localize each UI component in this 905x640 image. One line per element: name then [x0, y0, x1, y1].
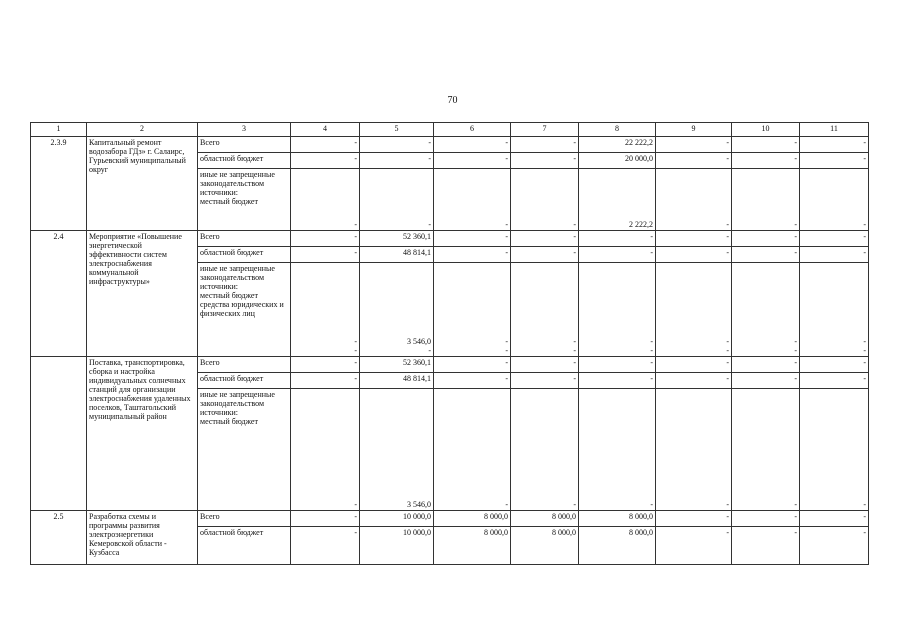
- amount-cell: -: [354, 512, 357, 521]
- amount-cell: 8 000,0: [484, 512, 508, 521]
- item-name: Капитальный ремонт водозабора ГДз» г. Салаирс, Гурьевский муниципальный округ: [87, 137, 198, 231]
- amount-cell: -: [863, 358, 866, 367]
- item-name: Поставка, транспортировка, сборка и настройка индивидуальных солнечных станций для организации электроснабжения удаленных поселков, Таштагольский муниципальный район: [87, 357, 198, 511]
- amount-cell: -: [354, 154, 357, 163]
- item-code: 2.5: [31, 511, 87, 565]
- amount-cell: -: [794, 374, 797, 383]
- funding-source: иные не запрещенные законодательством источники: местный бюджет средства юридических и физических лиц: [200, 264, 284, 318]
- amount-cell: -: [573, 154, 576, 163]
- amount-cell: -: [726, 374, 729, 383]
- amount-cell: -: [505, 138, 508, 147]
- amount-cell: -: [863, 512, 866, 521]
- amount-cell: 8 000,0: [552, 528, 576, 537]
- amount-cell: -: [794, 512, 797, 521]
- table-row: [31, 231, 869, 247]
- amount-cell: -: [794, 500, 797, 509]
- amount-cell: - -: [573, 337, 576, 355]
- amount-cell: -: [863, 232, 866, 241]
- amount-cell: -: [863, 528, 866, 537]
- funding-source: Всего: [200, 358, 220, 367]
- table-row: [31, 357, 869, 373]
- col-header-5: 5: [360, 123, 434, 137]
- amount-cell: 8 000,0: [629, 512, 653, 521]
- amount-cell: 22 222,2: [625, 138, 653, 147]
- item-code: 2.3.9: [31, 137, 87, 231]
- amount-cell: -: [505, 374, 508, 383]
- amount-cell: -: [650, 500, 653, 509]
- amount-cell: -: [505, 500, 508, 509]
- amount-cell: -: [573, 500, 576, 509]
- funding-source: Всего: [200, 138, 220, 147]
- amount-cell: -: [863, 138, 866, 147]
- amount-cell: -: [428, 220, 431, 229]
- amount-cell: 8 000,0: [484, 528, 508, 537]
- amount-cell: -: [794, 528, 797, 537]
- amount-cell: -: [794, 232, 797, 241]
- amount-cell: -: [863, 248, 866, 257]
- amount-cell: -: [650, 232, 653, 241]
- col-header-3: 3: [198, 123, 291, 137]
- amount-cell: -: [726, 528, 729, 537]
- item-code: [31, 357, 87, 511]
- amount-cell: -: [573, 248, 576, 257]
- amount-cell: -: [863, 500, 866, 509]
- amount-cell: - -: [354, 337, 357, 355]
- item-name: Мероприятие «Повышение энергетической эффективности систем электроснабжения коммунальной инфраструктуры»: [87, 231, 198, 357]
- col-header-6: 6: [434, 123, 511, 137]
- amount-cell: -: [505, 358, 508, 367]
- table-row: [31, 137, 869, 153]
- col-header-2: 2: [87, 123, 198, 137]
- amount-cell: -: [354, 528, 357, 537]
- amount-cell: -: [726, 138, 729, 147]
- amount-cell: -: [573, 358, 576, 367]
- amount-cell: 2 222,2: [629, 220, 653, 229]
- col-header-10: 10: [732, 123, 800, 137]
- funding-source: областной бюджет: [200, 374, 264, 383]
- funding-source: областной бюджет: [200, 248, 264, 257]
- page-number: 70: [447, 95, 458, 106]
- budget-table: [30, 122, 869, 565]
- col-header-1: 1: [31, 123, 87, 137]
- table-row: [31, 511, 869, 527]
- col-header-9: 9: [656, 123, 732, 137]
- amount-cell: 48 814,1: [403, 248, 431, 257]
- amount-cell: -: [505, 232, 508, 241]
- amount-cell: -: [726, 248, 729, 257]
- amount-cell: -: [354, 358, 357, 367]
- amount-cell: -: [428, 154, 431, 163]
- item-name: Разработка схемы и программы развития электроэнергетики Кемеровской области - Кузбасса: [87, 511, 198, 565]
- amount-cell: -: [726, 358, 729, 367]
- amount-cell: 52 360,1: [403, 358, 431, 367]
- amount-cell: -: [573, 138, 576, 147]
- amount-cell: -: [794, 220, 797, 229]
- header-row: [31, 123, 869, 137]
- amount-cell: -: [573, 232, 576, 241]
- funding-source: иные не запрещенные законодательством источники: местный бюджет: [200, 390, 275, 426]
- amount-cell: 8 000,0: [629, 528, 653, 537]
- amount-cell: -: [726, 512, 729, 521]
- amount-cell: -: [794, 138, 797, 147]
- amount-cell: - -: [794, 337, 797, 355]
- amount-cell: -: [863, 154, 866, 163]
- amount-cell: -: [794, 358, 797, 367]
- amount-cell: -: [354, 500, 357, 509]
- amount-cell: 3 546,0: [407, 500, 431, 509]
- amount-cell: -: [650, 374, 653, 383]
- amount-cell: -: [863, 374, 866, 383]
- amount-cell: -: [505, 220, 508, 229]
- amount-cell: 10 000,0: [403, 512, 431, 521]
- amount-cell: -: [505, 248, 508, 257]
- col-header-7: 7: [511, 123, 579, 137]
- amount-cell: - -: [650, 337, 653, 355]
- amount-cell: -: [794, 154, 797, 163]
- funding-source: областной бюджет: [200, 154, 264, 163]
- amount-cell: -: [794, 248, 797, 257]
- amount-cell: 52 360,1: [403, 232, 431, 241]
- amount-cell: -: [726, 220, 729, 229]
- amount-cell: - -: [726, 337, 729, 355]
- funding-source: иные не запрещенные законодательством источники: местный бюджет: [200, 170, 275, 206]
- funding-source: областной бюджет: [200, 528, 264, 537]
- amount-cell: -: [354, 248, 357, 257]
- amount-cell: -: [863, 220, 866, 229]
- col-header-11: 11: [800, 123, 869, 137]
- funding-source: Всего: [200, 232, 220, 241]
- table-body: [31, 137, 869, 565]
- amount-cell: -: [505, 154, 508, 163]
- col-header-4: 4: [291, 123, 360, 137]
- amount-cell: -: [726, 500, 729, 509]
- amount-cell: -: [726, 154, 729, 163]
- col-header-8: 8: [579, 123, 656, 137]
- amount-cell: 8 000,0: [552, 512, 576, 521]
- amount-cell: 20 000,0: [625, 154, 653, 163]
- amount-cell: -: [428, 138, 431, 147]
- amount-cell: -: [354, 232, 357, 241]
- amount-cell: -: [354, 374, 357, 383]
- funding-source: Всего: [200, 512, 220, 521]
- amount-cell: - -: [505, 337, 508, 355]
- amount-cell: 10 000,0: [403, 528, 431, 537]
- amount-cell: -: [573, 220, 576, 229]
- amount-cell: 3 546,0 -: [407, 337, 431, 355]
- amount-cell: -: [354, 220, 357, 229]
- amount-cell: -: [650, 358, 653, 367]
- amount-cell: -: [650, 248, 653, 257]
- amount-cell: -: [726, 232, 729, 241]
- amount-cell: - -: [863, 337, 866, 355]
- amount-cell: 48 814,1: [403, 374, 431, 383]
- item-code: 2.4: [31, 231, 87, 357]
- amount-cell: -: [573, 374, 576, 383]
- amount-cell: -: [354, 138, 357, 147]
